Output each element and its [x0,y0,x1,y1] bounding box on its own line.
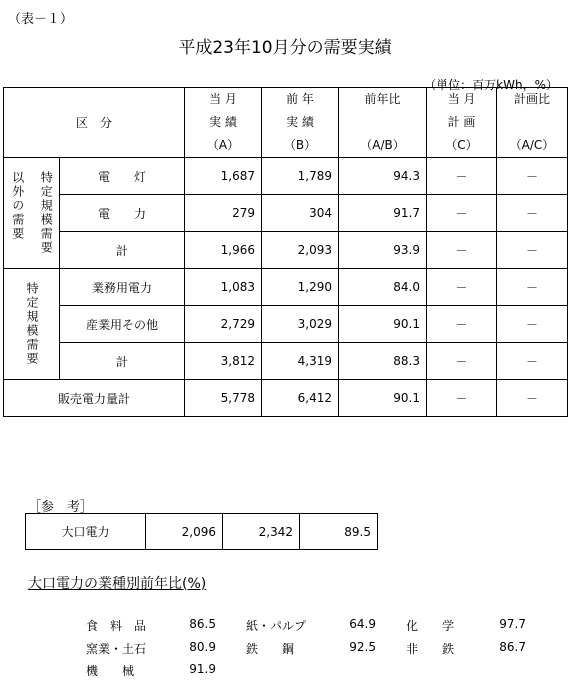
cell-plan: － [497,343,568,380]
cell-b: 2,342 [223,514,300,550]
industry-section-title: 大口電力の業種別前年比(%) [28,576,207,592]
industry-value: 92.5 [349,640,376,654]
cell-a: 5,778 [185,380,262,417]
cell-ratio: 84.0 [339,269,427,306]
cell-plan: － [497,380,568,417]
header-category: 区 分 [4,88,185,158]
industry-value: 97.7 [499,617,526,631]
page-title: 平成23年10月分の需要実績 [178,38,392,58]
industry-name: 化 学 [406,619,455,633]
row-label: 電 灯 [60,158,185,195]
industry-value: 64.9 [349,617,376,631]
cell-b: 4,319 [262,343,339,380]
cell-c: － [427,380,497,417]
header-col-b-line1: 前 年 [286,92,314,106]
industry-name: 非 鉄 [406,642,455,656]
cell-a: 2,729 [185,306,262,343]
cell-ratio: 90.1 [339,380,427,417]
industry-name: 機 械 [86,664,135,678]
header-col-c-line1: 当 月 [447,92,476,106]
cell-ratio: 93.9 [339,232,427,269]
table-header-row [4,88,568,158]
row-label: 販売電力量計 [4,380,185,417]
cell-plan: － [497,232,568,269]
group-label-2 [4,269,60,380]
group-label-1-line2: 以外の需要 [10,171,25,241]
table-row [4,269,568,306]
cell-c: － [427,232,497,269]
header-col-ratio-line2: （A/B） [360,138,405,152]
row-label: 計 [60,343,185,380]
cell-a: 1,083 [185,269,262,306]
header-col-a-line1: 当 月 [209,92,237,106]
cell-c: － [427,343,497,380]
cell-b: 3,029 [262,306,339,343]
cell-b: 1,290 [262,269,339,306]
table-row [4,232,568,269]
header-col-a [185,88,262,158]
cell-b: 2,093 [262,232,339,269]
table-row [4,158,568,195]
table-tag: （表－１） [8,12,74,27]
header-col-plan [497,88,568,158]
cell-b: 1,789 [262,158,339,195]
row-label: 計 [60,232,185,269]
cell-plan: － [497,269,568,306]
cell-c: － [427,158,497,195]
cell-ratio: 91.7 [339,195,427,232]
header-col-b-line2: 実 績 [286,115,314,129]
group-label-1 [4,158,60,269]
cell-a: 1,966 [185,232,262,269]
industry-name: 鉄 鋼 [246,642,295,656]
header-col-c [427,88,497,158]
row-label: 電 力 [60,195,185,232]
cell-a: 2,096 [146,514,223,550]
cell-plan: － [497,158,568,195]
header-col-a-line2: 実 績 [209,115,237,129]
cell-ratio: 88.3 [339,343,427,380]
table-row-total [4,380,568,417]
group-label-2-text: 特定規模需要 [25,282,39,366]
header-col-ratio-line1: 前年比 [364,92,401,106]
industry-value: 91.9 [189,662,216,676]
cell-c: － [427,195,497,232]
table-row [4,343,568,380]
cell-b: 304 [262,195,339,232]
reference-table [25,513,378,550]
cell-b: 6,412 [262,380,339,417]
industry-name: 窯業・土石 [86,642,147,656]
cell-plan: － [497,306,568,343]
reference-label: ［参 考］ [28,500,94,515]
header-col-b [262,88,339,158]
table-row [4,306,568,343]
group-label-1-line1: 特定規模需要 [39,171,54,255]
cell-c: － [427,269,497,306]
cell-ratio: 94.3 [339,158,427,195]
header-col-c-line2: 計 画 [447,115,476,129]
table-row [4,195,568,232]
cell-a: 3,812 [185,343,262,380]
industry-name: 食 料 品 [86,619,147,633]
header-col-c-line3: （C） [445,138,478,152]
header-col-ratio [339,88,427,158]
demand-table [3,87,568,417]
cell-c: － [427,306,497,343]
header-col-plan-line1: 計画比 [513,92,550,106]
cell-a: 279 [185,195,262,232]
row-label: 大口電力 [26,514,146,550]
unit-label: （単位：百万kWh，%） [424,78,558,92]
header-col-plan-line2: （A/C） [509,138,555,152]
industry-value: 86.7 [499,640,526,654]
cell-a: 1,687 [185,158,262,195]
industry-value: 86.5 [189,617,216,631]
industry-value: 80.9 [189,640,216,654]
row-label: 産業用その他 [60,306,185,343]
cell-plan: － [497,195,568,232]
cell-ratio: 89.5 [300,514,378,550]
header-col-b-line3: （B） [283,138,317,152]
industry-name: 紙・パルプ [246,619,307,633]
row-label: 業務用電力 [60,269,185,306]
header-col-a-line3: （A） [206,138,240,152]
cell-ratio: 90.1 [339,306,427,343]
table-row [26,514,378,550]
